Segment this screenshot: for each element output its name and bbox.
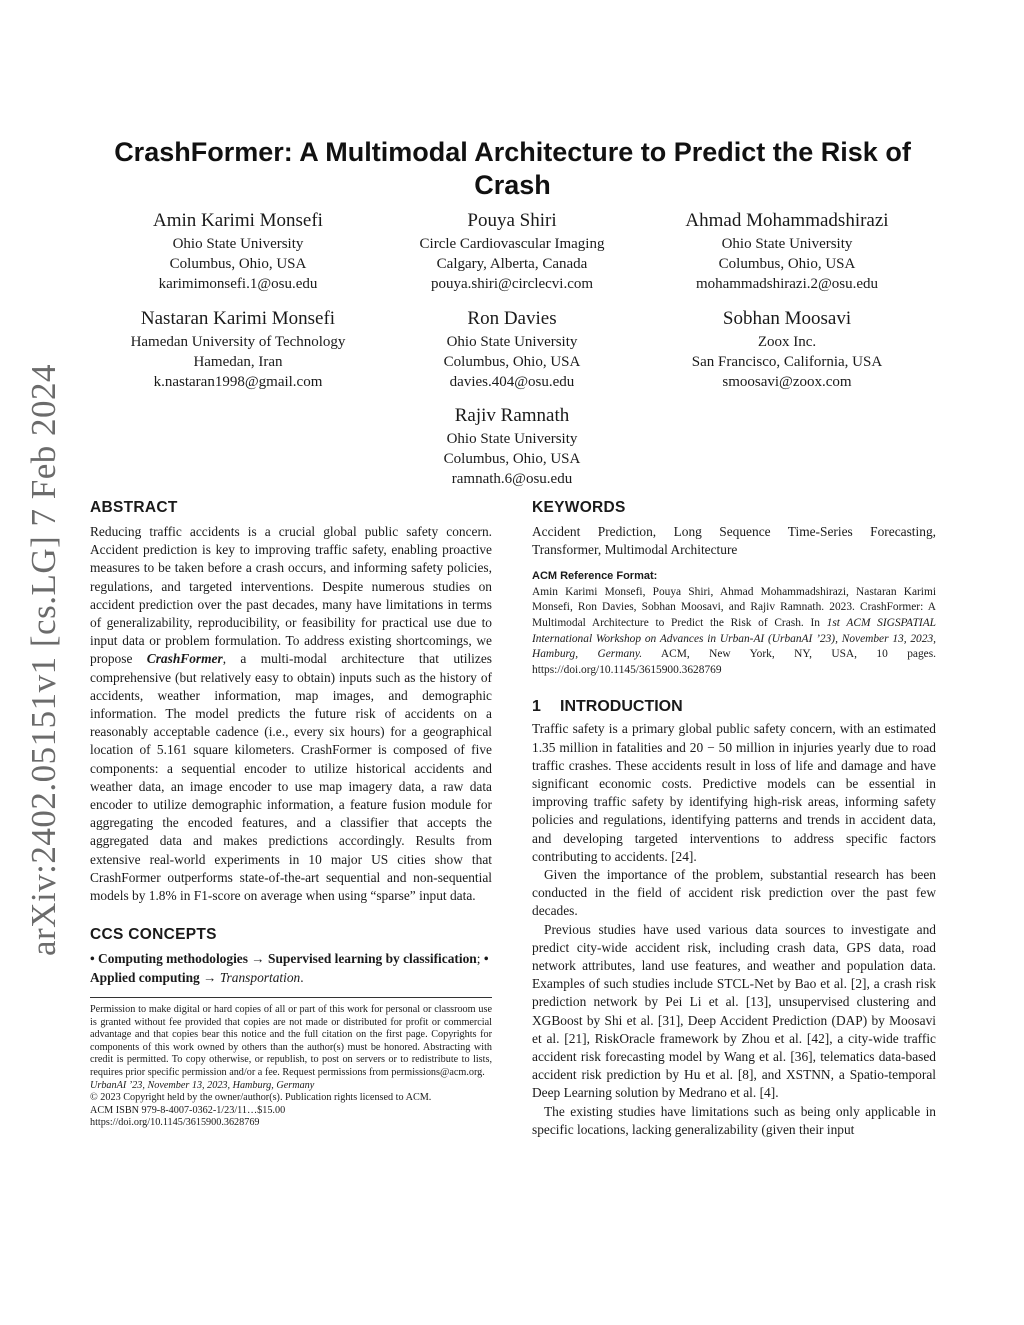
ccs-heading: CCS CONCEPTS xyxy=(90,926,217,944)
author-block xyxy=(642,208,932,294)
author-email: pouya.shiri@circlecvi.com xyxy=(430,276,594,292)
author-affiliation: Hamedan University of Technology xyxy=(130,334,346,350)
author-name: Ahmad Mohammadshirazi xyxy=(685,210,889,231)
ccs-concept: • Applied computing → xyxy=(90,951,489,985)
author-affiliation: Ohio State University xyxy=(721,236,853,252)
section-number: 1 xyxy=(532,698,541,716)
doi-link[interactable]: https://doi.org/10.1145/3615900.3628769 xyxy=(90,1117,260,1129)
author-email: ramnath.6@osu.edu xyxy=(451,471,573,487)
author-name: Pouya Shiri xyxy=(467,210,557,231)
ccs-concept-leaf: Transportation xyxy=(216,969,301,985)
abstract-text-part: , a multi-modal architecture that utilizes comprehensive (but relatively easy to obtain) inputs such as the history of accidents, weather information, map images, and demographic information. The model predicts the future risk of accidents on a reasonably acceptable cadence (i.e., every six hours) for a geographical location of 5.161 square kilometers. CrashFormer is composed of five components: a sequential encoder to utilize historical accidents and weather data, an image encoder to use map imagery data, a raw data encoder to utilize demographic information, a feature fusion module for aggregating the encoded features, and a classifier that accepts the aggregated data and makes predictions accordingly. Results from extensive real-world experiments in 10 major US cities show that CrashFormer outperforms state-of-the-art sequential and non-sequential models by 1.8% in F1-score on average when using “sparse” input data. xyxy=(90,651,493,904)
acm-ref-text xyxy=(532,585,936,679)
author-email: smoosavi@zoox.com xyxy=(722,374,852,390)
abstract-text-part: Reducing traffic accidents is a crucial global public safety concern. Accident prediction is key to improving traffic safety, enabling proactive measures to be taken before a crash occurs, and informing safety policies, regulations, and targeted interventions. Despite numerous studies on accident prediction over the past decades, many have limitations in terms of generalizability, reproducibility, or feasibility for practical use due to input data or problem formulation. To address existing shortcomings, we propose xyxy=(90,524,492,667)
author-affiliation: Ohio State University xyxy=(446,431,578,447)
author-location: Columbus, Ohio, USA xyxy=(443,354,581,370)
arxiv-id: arXiv:2402.05151v1 [cs.LG] 7 Feb 2024 xyxy=(24,363,64,957)
ccs-text xyxy=(90,950,492,987)
author-affiliation: Zoox Inc. xyxy=(757,334,817,350)
author-affiliation: Ohio State University xyxy=(172,236,304,252)
author-block xyxy=(93,208,383,294)
author-location: Columbus, Ohio, USA xyxy=(718,256,856,272)
ccs-concept: • Computing methodologies → Supervised learning by classification xyxy=(90,951,477,967)
author-location: San Francisco, California, USA xyxy=(691,354,883,370)
author-name: Rajiv Ramnath xyxy=(454,405,570,426)
author-affiliation: Circle Cardiovascular Imaging xyxy=(419,236,605,252)
author-name: Nastaran Karimi Monsefi xyxy=(140,308,336,329)
isbn-line: ACM ISBN 979-8-4007-0362-1/23/11…$15.00 xyxy=(90,1104,286,1116)
paper-title: CrashFormer: A Multimodal Architecture to Predict the Risk of Crash xyxy=(114,137,911,200)
section-title: INTRODUCTION xyxy=(560,698,683,716)
venue-line xyxy=(90,1080,492,1093)
author-block xyxy=(367,306,657,392)
ccs-end: . xyxy=(300,969,304,985)
footnote-rule xyxy=(90,997,492,998)
copyright-line: © 2023 Copyright held by the owner/author(s). Publication rights licensed to ACM. xyxy=(90,1092,432,1104)
acm-ref-part: Amin Karimi Monsefi, Pouya Shiri, Ahmad Mohammadshirazi, Nastaran Karimi Monsefi, Ron Davies, Sobhan Moosavi, and Rajiv Ramnath. 2023. CrashFormer: A Multimodal Architecture to Predict the Risk of Crash. In xyxy=(532,585,936,629)
author-block xyxy=(93,306,383,392)
intro-paragraph: Given the importance of the problem, substantial research has been conducted in the field of accident risk prediction over the past few decades. xyxy=(532,867,936,919)
venue-text: UrbanAI ’23, November 13, 2023, Hamburg, Germany xyxy=(90,1079,315,1091)
ccs-separator: ; xyxy=(476,951,484,967)
author-location: Columbus, Ohio, USA xyxy=(443,451,581,467)
author-affiliation: Ohio State University xyxy=(446,334,578,350)
left-column xyxy=(90,498,492,1130)
author-block xyxy=(367,208,657,294)
author-name: Amin Karimi Monsefi xyxy=(153,210,323,231)
abstract-emphasis: CrashFormer xyxy=(146,651,223,667)
author-email: karimimonsefi.1@osu.edu xyxy=(158,276,318,292)
author-location: Hamedan, Iran xyxy=(193,354,283,370)
author-name: Ron Davies xyxy=(467,308,557,329)
acm-ref-part: ACM, New York, NY, USA, 10 pages. https://doi.org/10.1145/3615900.3628769 xyxy=(532,648,936,676)
abstract-heading: ABSTRACT xyxy=(90,499,178,516)
right-column xyxy=(532,498,936,1139)
author-block xyxy=(642,306,932,392)
introduction-heading xyxy=(532,698,936,716)
arxiv-stamp xyxy=(16,360,72,960)
acm-ref-venue: 1st ACM SIGSPATIAL International Workshop on Advances in Urban-AI (UrbanAI ’23), November 13, 2023, Hamburg, Germany. xyxy=(532,617,936,661)
intro-paragraph: Traffic safety is a primary global public safety concern, with an estimated 1.35 million in fatalities and 20 − 50 million in injuries yearly due to road traffic crashes. These accidents result in loss of life and damage and have significant economic costs. Predictive models can be essential in improving traffic safety by identifying high-risk areas, informing safety policies and regulations, identifying patterns and trends in accident data, and developing targeted interventions to address specific factors contributing to accidents. [24]. xyxy=(532,721,936,864)
author-location: Columbus, Ohio, USA xyxy=(169,256,307,272)
author-location: Calgary, Alberta, Canada xyxy=(436,256,588,272)
keywords-heading: KEYWORDS xyxy=(532,499,626,516)
intro-paragraph: Previous studies have used various data sources to investigate and predict city-wide accident risk, including crash data, GPS data, road network attributes, land use features, and weather and population data. Examples of such studies include STCL-Net by Bao et al. [2], a crash risk prediction network by Pei Li et al. [13], unsupervised clustering and XGBoost by Shi et al. [31], Deep Accident Prediction (DAP) by Moosavi et al. [21], RiskOracle framework by Zhou et al. [42], a city-wide traffic accident risk forecasting model by Wang et al. [36], telematics data-based accident risk prediction by Hu et al. [8], and XSTNN, a Spatio-temporal Deep Learning solution by Medrano et al. [4]. xyxy=(532,921,936,1101)
abstract-text xyxy=(90,523,492,905)
author-email: mohammadshirazi.2@osu.edu xyxy=(695,276,879,292)
author-name: Sobhan Moosavi xyxy=(722,308,852,329)
acm-ref-heading: ACM Reference Format: xyxy=(532,569,658,582)
permission-notice: Permission to make digital or hard copies of all or part of this work for personal or classroom use is granted without fee provided that copies are not made or distributed for profit or commercial advantage and that copies bear this notice and the full citation on the first page. Copyrights for components of this work owned by others than the author(s) must be honored. Abstracting with credit is permitted. To copy otherwise, or republish, to post on servers or to redistribute to lists, requires prior specific permission and/or a fee. Request permissions from permissions@acm.org. xyxy=(90,1004,492,1079)
author-email: davies.404@osu.edu xyxy=(449,374,575,390)
author-block xyxy=(367,403,657,489)
keywords-text: Accident Prediction, Long Sequence Time-Series Forecasting, Transformer, Multimodal Architecture xyxy=(532,524,936,558)
author-email: k.nastaran1998@gmail.com xyxy=(153,374,323,390)
intro-paragraph: The existing studies have limitations such as being only applicable in specific locations, lacking generalizability (given their input xyxy=(532,1103,936,1137)
